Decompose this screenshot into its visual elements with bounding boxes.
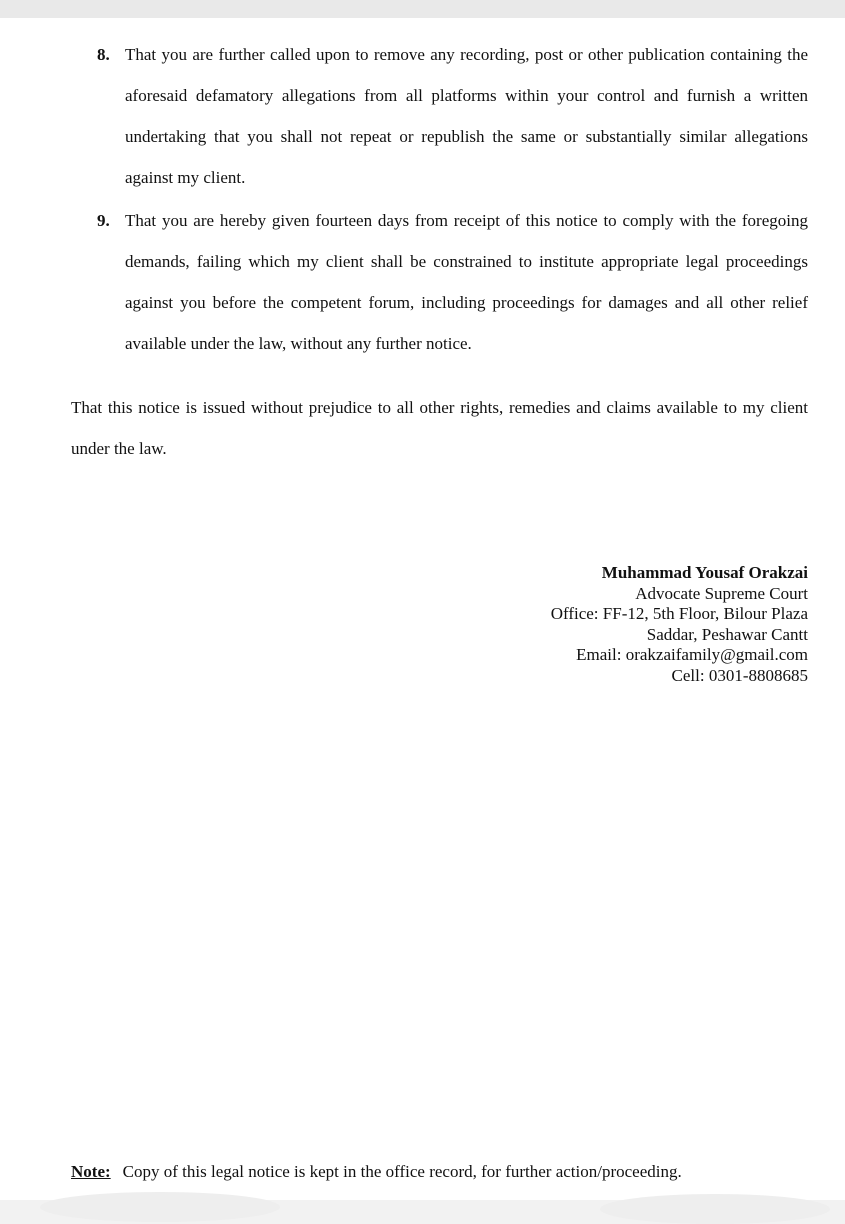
cell-line: Cell: 0301-8808685 bbox=[671, 665, 808, 685]
bottom-shadow-left bbox=[40, 1192, 280, 1222]
city-address: Saddar, Peshawar Cantt bbox=[646, 624, 808, 644]
closing-paragraph: That this notice is issued without prejudice to all other rights, remedies and claims available to my client under the law. bbox=[71, 398, 808, 458]
paragraph-text: That you are further called upon to remove any recording, post or other publication containing the aforesaid defamatory allegations from all platforms within your control and furnish a written undertaking that you shall not repeat or republish the same or substantially similar allegations against my client. bbox=[125, 45, 808, 187]
paragraph-text: That you are hereby given fourteen days from receipt of this notice to comply with the foregoing demands, failing which my client shall be constrained to institute appropriate legal proceedings against you before the competent forum, including proceedings for damages and all other relief available under the law, without any further notice. bbox=[125, 211, 808, 353]
top-strip bbox=[0, 0, 845, 18]
numbered-paragraph-8 bbox=[71, 34, 808, 198]
email-line: Email: orakzaifamily@gmail.com bbox=[576, 645, 808, 664]
bottom-shadow-right bbox=[600, 1194, 830, 1224]
note-label: Note: bbox=[71, 1162, 111, 1181]
signature-block bbox=[551, 563, 808, 686]
paragraph-number: 9. bbox=[97, 211, 110, 230]
office-address: Office: FF-12, 5th Floor, Bilour Plaza bbox=[550, 604, 808, 623]
signatory-name: Muhammad Yousaf Orakzai bbox=[601, 563, 808, 582]
signatory-title: Advocate Supreme Court bbox=[635, 583, 808, 603]
paragraph-number: 8. bbox=[97, 45, 110, 64]
note-text: Copy of this legal notice is kept in the office record, for further action/proceeding. bbox=[122, 1162, 682, 1181]
numbered-paragraph-9 bbox=[71, 200, 808, 364]
document-page bbox=[0, 18, 845, 1200]
footer-note bbox=[71, 1162, 682, 1182]
